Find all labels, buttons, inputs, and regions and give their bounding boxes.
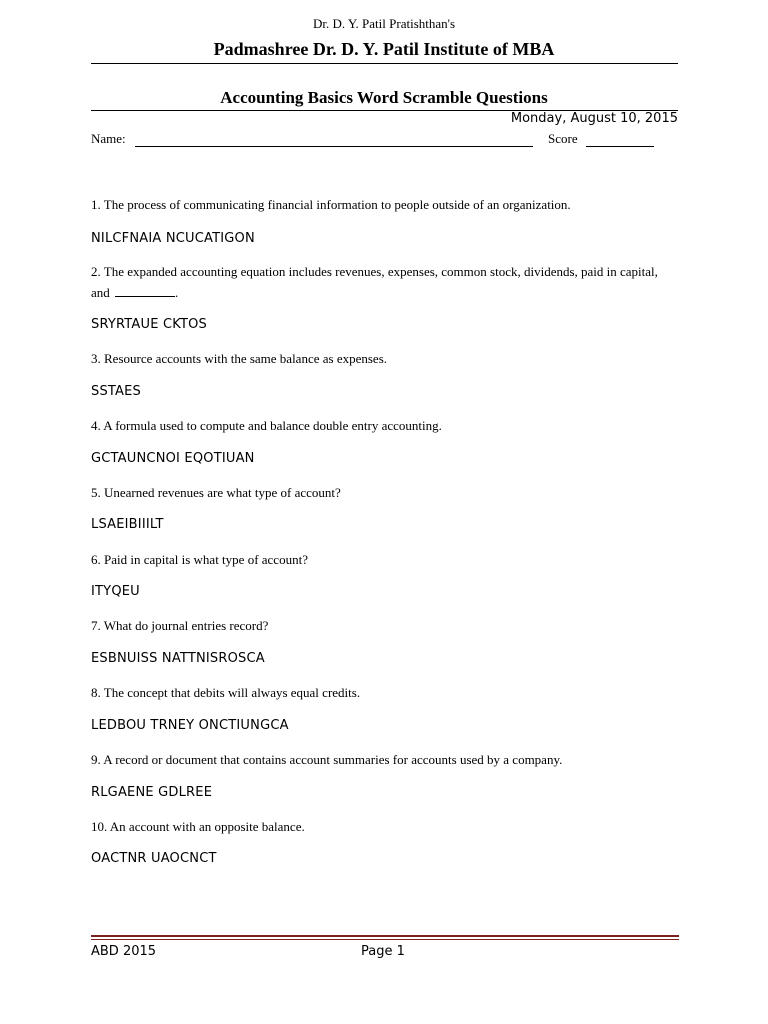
- question-5-text: 5. Unearned revenues are what type of account?: [91, 485, 341, 500]
- date-label: Monday, August 10, 2015: [510, 111, 678, 126]
- question-2-blank: [115, 284, 175, 297]
- question-8-text: 8. The concept that debits will always equal credits.: [91, 685, 361, 700]
- question-10-scramble: OACTNR UAOCNCT: [91, 851, 217, 866]
- question-6-text: 6. Paid in capital is what type of account?: [91, 552, 308, 567]
- page-number: Page 1: [361, 944, 405, 959]
- question-2-scramble: SRYRTAUE CKTOS: [91, 317, 207, 332]
- score-label: Score: [548, 131, 578, 146]
- question-2-text-body: 2. The expanded accounting equation includes revenues, expenses, common stock, dividends, paid in capital, and: [91, 264, 658, 300]
- institute-name: Padmashree Dr. D. Y. Patil Institute of MBA: [213, 39, 555, 59]
- question-3-text: 3. Resource accounts with the same balance as expenses.: [91, 351, 388, 366]
- question-1-scramble: NILCFNAIA NCUCATIGON: [91, 231, 255, 246]
- footer-divider-thin: [91, 939, 679, 940]
- score-field-line[interactable]: [586, 146, 654, 147]
- question-6-scramble: ITYQEU: [91, 584, 140, 599]
- header-divider: [91, 63, 678, 64]
- question-1-text: 1. The process of communicating financial information to people outside of an organization.: [91, 197, 571, 212]
- question-4-scramble: GCTAUNCNOI EQOTIUAN: [91, 451, 255, 466]
- question-2-text-end: .: [175, 285, 179, 300]
- question-10-text: 10. An account with an opposite balance.: [91, 819, 305, 834]
- question-3-scramble: SSTAES: [91, 384, 141, 399]
- name-label: Name:: [91, 131, 126, 146]
- question-8-scramble: LEDBOU TRNEY ONCTIUNGCA: [91, 718, 289, 733]
- question-4-text: 4. A formula used to compute and balance double entry accounting.: [91, 418, 442, 433]
- page-title: Accounting Basics Word Scramble Questions: [220, 88, 548, 107]
- name-field-line[interactable]: [135, 146, 533, 147]
- question-9-scramble: RLGAENE GDLREE: [91, 785, 213, 800]
- question-2-text: [91, 261, 671, 303]
- question-7-text: 7. What do journal entries record?: [91, 618, 269, 633]
- footer-divider-thick: [91, 935, 679, 937]
- question-5-scramble: LSAEIBIIILT: [91, 517, 164, 532]
- organization-name: Dr. D. Y. Patil Pratishthan's: [312, 16, 456, 31]
- question-9-text: 9. A record or document that contains account summaries for accounts used by a company.: [91, 752, 563, 767]
- question-7-scramble: ESBNUISS NATTNISROSCA: [91, 651, 265, 666]
- footer-label: ABD 2015: [91, 944, 157, 959]
